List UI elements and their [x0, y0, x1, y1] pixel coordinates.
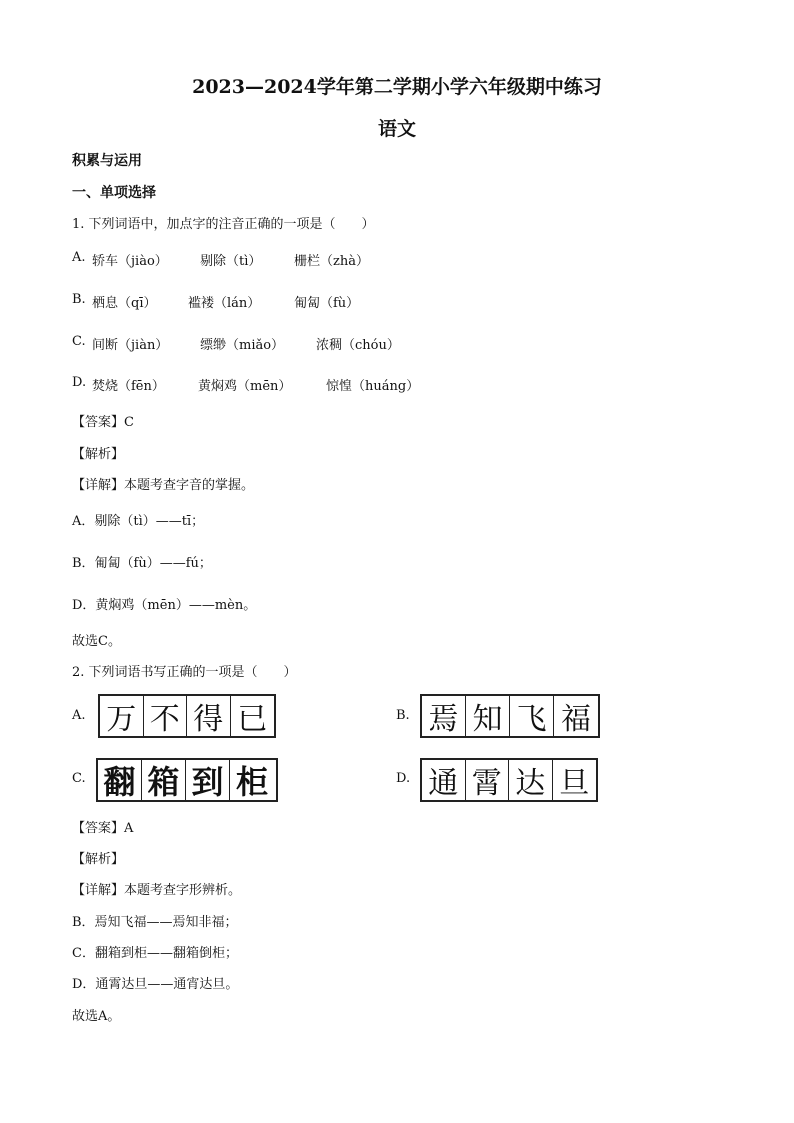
char-cell: 福: [561, 702, 591, 737]
q1-analysis: 【解析】: [72, 447, 125, 462]
q2-option-d-grid: [420, 758, 598, 802]
char-cell: 知: [466, 696, 510, 736]
char-cell: 霄: [466, 760, 510, 800]
q2-answer: 【答案】A: [72, 821, 134, 836]
q1-option-item: 轿车（jiào）: [92, 254, 168, 269]
q1-explanation: D．黄焖鸡（mēn）——mèn。: [72, 598, 257, 613]
q1-option-label: B.: [72, 292, 86, 307]
q1-option-item: 匍匐（fù）: [294, 296, 360, 311]
q2-explanation: C．翻箱到柜——翻箱倒柜；: [72, 946, 238, 961]
char-cell: 到: [186, 760, 230, 800]
q1-option-item: 焚烧（fēn）: [92, 379, 165, 394]
q2-conclusion: 故选A。: [72, 1009, 121, 1024]
char-cell: 飞: [510, 696, 554, 736]
char-cell: 万: [100, 696, 144, 736]
q2-explanation: B．焉知飞福——焉知非福；: [72, 915, 238, 930]
char-cell: 通: [422, 760, 466, 800]
q2-option-b-label: B.: [396, 708, 410, 723]
q2-stem: 2. 下列词语书写正确的一项是（ ）: [72, 665, 297, 680]
char-cell: 不: [144, 696, 188, 736]
section-heading: 积累与运用: [72, 153, 142, 169]
q1-option-item: 惊惶（huáng）: [326, 379, 420, 394]
q1-option-item: 栅栏（zhà）: [294, 254, 369, 269]
q1-conclusion: 故选C。: [72, 634, 121, 649]
q1-stem: 1. 下列词语中，加点字的注音正确的一项是（ ）: [72, 217, 375, 232]
q1-option-item: 间断（jiàn）: [92, 338, 169, 353]
part-heading: 一、单项选择: [72, 185, 156, 201]
q2-option-a-grid: [98, 694, 276, 738]
q2-option-c-grid: [96, 758, 278, 802]
q1-option-item: 浓稠（chóu）: [316, 338, 400, 353]
q1-explanation: A．剔除（tì）——tī；: [72, 514, 205, 529]
q1-option-item: 褴褛（lán）: [188, 296, 261, 311]
q2-option-d-label: D.: [396, 771, 411, 786]
char-cell: 得: [187, 696, 231, 736]
q1-option-label: C.: [72, 334, 86, 349]
q1-option-label: A.: [72, 250, 86, 265]
q1-option-item: 黄焖鸡（mēn）: [198, 379, 292, 394]
q2-option-a-label: A.: [72, 708, 86, 723]
q2-explanation: D．通霄达旦——通宵达旦。: [72, 977, 239, 992]
char-cell: 焉: [422, 696, 466, 736]
char-cell: 旦: [559, 766, 590, 801]
page-title: 2023—2024学年第二学期小学六年级期中练习: [192, 76, 602, 98]
q1-explanation: B．匍匐（fù）——fú；: [72, 556, 212, 571]
q1-option-item: 栖息（qī）: [92, 296, 157, 311]
q2-option-c-label: C.: [72, 771, 86, 786]
q2-analysis: 【解析】: [72, 852, 125, 867]
char-cell: 达: [509, 760, 553, 800]
q2-option-b-grid: [420, 694, 600, 738]
char-cell: 已: [237, 702, 268, 737]
q2-detail: 【详解】本题考查字形辨析。: [72, 883, 242, 898]
q1-option-label: D.: [72, 375, 87, 390]
char-cell: 箱: [142, 760, 186, 800]
subject-title: 语文: [377, 118, 416, 140]
q1-option-item: 缥缈（miǎo）: [200, 338, 285, 353]
q1-answer: 【答案】C: [72, 415, 134, 430]
q1-option-item: 剔除（tì）: [200, 254, 262, 269]
char-cell: 翻: [98, 760, 142, 800]
char-cell: 柜: [235, 763, 268, 801]
q1-detail: 【详解】本题考查字音的掌握。: [72, 478, 255, 493]
